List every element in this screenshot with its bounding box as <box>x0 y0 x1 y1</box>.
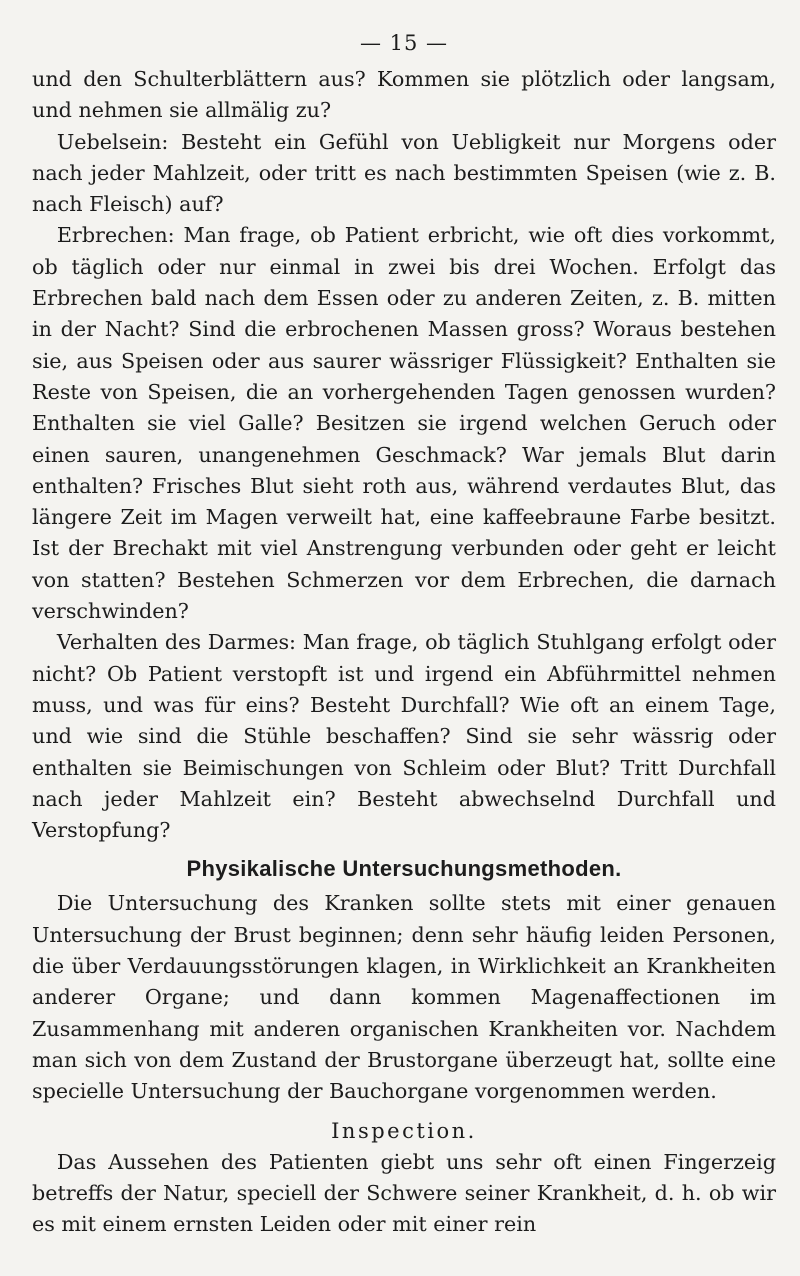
paragraph-uebelsein <box>32 127 776 221</box>
subsection-heading: Inspection. <box>331 1118 477 1143</box>
page-number: — 15 — <box>359 31 449 55</box>
term-erbrechen: Erbrechen: <box>56 223 175 248</box>
paragraph-darm-text: Man frage, ob täglich Stuhlgang erfolgt oder nicht? Ob Patient verstopft ist und irgend ein Abführmittel nehmen muss, und was für eins? Besteht Durchfall? Wie oft an einem Tage, und wie sind die Stühle beschaffen? Sind sie sehr wässrig oder enthalten sie Beimischungen von Schleim oder Blut? Tritt Durchfall nach jeder Mahlzeit ein? Besteht abwechselnd Durchfall und Verstopfung? <box>32 630 776 843</box>
paragraph-erbrechen-text: Man frage, ob Patient erbricht, wie oft dies vorkommt, ob täglich oder nur einmal in zwei bis drei Wochen. Erfolgt das Erbrechen bald nach dem Essen oder zu anderen Zeiten, z. B. mitten in der Nacht? Sind die erbrochenen Massen gross? Woraus bestehen sie, aus Speisen oder aus saurer wässriger Flüssigkeit? Enthalten sie Reste von Speisen, die an vorhergehenden Tagen genossen wurden? Enthalten sie viel Galle? Besitzen sie irgend welchen Geruch oder einen sauren, unangenehmen Geschmack? War jemals Blut darin enthalten? Frisches Blut sieht roth aus, während verdautes Blut, das längere Zeit im Magen verweilt hat, eine kaffeebraune Farbe besitzt. Ist der Brechakt mit viel Anstrengung verbunden oder geht er leicht von statten? Bestehen Schmerzen vor dem Erbrechen, die darnach verschwinden? <box>32 223 776 624</box>
paragraph-darm <box>32 627 776 846</box>
paragraph-erbrechen <box>32 220 776 627</box>
paragraph-untersuchung: Die Untersuchung des Kranken sollte stets mit einer genauen Untersuchung der Brust beginnen; denn sehr häufig leiden Personen, die über Verdauungsstörungen klagen, in Wirklichkeit an Krankheiten anderer Organe; und dann kommen Magenaffectionen im Zusammenhang mit anderen organischen Krankheiten vor. Nachdem man sich von dem Zustand der Brustorgane überzeugt hat, sollte eine specielle Untersuchung der Bauchorgane vorgenommen werden. <box>32 891 776 1104</box>
term-uebelsein: Uebelsein: <box>56 129 169 154</box>
book-page <box>32 30 776 1240</box>
paragraph-inspection: Das Aussehen des Patienten giebt uns sehr oft einen Fingerzeig betreffs der Natur, speciell der Schwere seiner Krankheit, d. h. ob wir es mit einem ernsten Leiden oder mit einer rein <box>32 1149 776 1237</box>
paragraph-continuation: und den Schulterblättern aus? Kommen sie plötzlich oder langsam, und nehmen sie allmälig zu? <box>32 67 776 123</box>
body-text <box>32 64 776 1240</box>
section-heading: Physikalische Untersuchungsmethoden. <box>186 856 622 882</box>
paragraph-uebelsein-text: Besteht ein Gefühl von Uebligkeit nur Morgens oder nach jeder Mahlzeit, oder tritt es nach bestimmten Speisen (wie z. B. nach Fleisch) auf? <box>32 129 776 217</box>
term-darm: Verhalten des Darmes: <box>56 630 297 655</box>
